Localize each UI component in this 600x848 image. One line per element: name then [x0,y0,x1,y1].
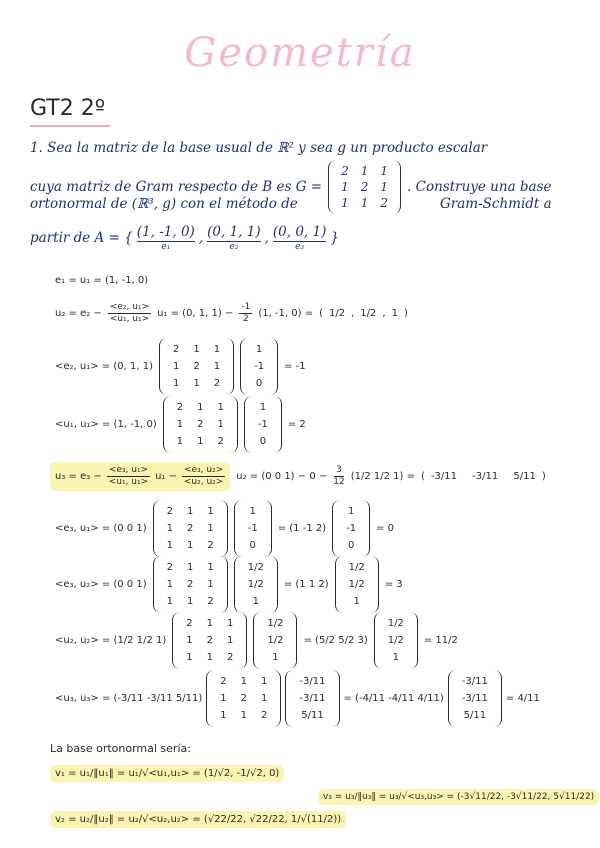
matrix-cell: 2 [186,523,194,534]
gram-matrix [328,160,401,214]
matrix-cell: 1 [360,164,369,178]
matrix-cell: 2 [341,164,349,178]
matrix-cell: 1 [240,676,248,687]
column-vector: 1/2 1/2 1 [253,612,297,669]
matrix-cell: 1 [217,419,224,430]
column-vector: 1 -1 0 [234,500,272,557]
matrix-cell: 1 [240,710,248,721]
matrix-cell: 2 [186,579,194,590]
column-vector: -3/11 -3/11 5/11 [448,670,502,727]
matrix-cell: 1 [220,693,227,704]
step-u3u3: <u₃, u₃> = (-3/11 -3/11 5/11) 2 1 1 1 2 1 1 1 2 -3/11 -3/11 5/11 = (-4/11 -4/11 4/11) -3/11 -3/11 5/11 = 4/11 [55,670,540,727]
matrix-cell: 2 [193,361,200,372]
problem-line-4: partir de A = { (1, -1, 0) e₁ , (0, 1, 1) e₂ , (0, 0, 1) e₃ } [30,224,339,252]
step-u2u2: <u₂, u₂> = (1/2 1/2 1) 2 1 1 1 2 1 1 1 2 1/2 1/2 1 = (5/2 5/2 3) 1/2 1/2 1 = 11/2 [55,612,458,669]
matrix-cell: 1 [207,562,214,573]
matrix-cell: 2 [261,710,268,721]
gram-matrix-copy [206,670,281,727]
matrix-cell: 1 [341,196,349,210]
step-u2: u₂ = e₂ − $\frac{\text{<e₂, u₁>}}{\text{<u₁, u₁>}}$ u₁ = (0, 1, 1) − $\frac{-1}{2}$ (1, -1, 0) = ( 1/2 , 1/2 , 1 ) [55,302,408,324]
problem-line-2-text: cuya matriz de Gram respecto de B es G = [30,179,323,195]
matrix-cell: 1 [213,361,221,372]
matrix-cell: 1 [193,344,200,355]
matrix-cell: 1 [206,618,214,629]
result-v1: v₁ = u₁/‖u₁‖ = u₁/√<u₁,u₁> = (1/√2, -1/√2, 0) [50,768,284,779]
matrix-cell: 2 [207,540,214,551]
matrix-cell: 1 [166,579,173,590]
column-vector: 1/2 1/2 1 [374,612,418,669]
matrix-cell: 1 [220,710,227,721]
gram-matrix-copy [153,500,228,557]
result-heading: La base ortonormal sería: [50,742,191,755]
matrix-cell: 2 [380,196,389,210]
matrix-cell: 2 [217,436,224,447]
u3-highlight: u₃ = e₃ − $\frac{\text{<e₃, u₁>}}{\text{<u₁, u₁>}}$ u₁ − $\frac{\text{<e₃, u₂>}}{\text{<u₂, u₂>}}$ [50,462,230,491]
matrix-cell: 1 [207,523,214,534]
problem-line-3-tail: Gram-Schmidt a [440,196,552,212]
matrix-cell: 1 [227,618,234,629]
matrix-cell: 2 [172,344,180,355]
matrix-cell: 1 [176,419,184,430]
matrix-cell: 1 [197,402,204,413]
step-e3u2: <e₃, u₂> = (0 0 1) 2 1 1 1 2 1 1 1 2 1/2 1/2 1 = (1 1 2) 1/2 1/2 1 = 3 [55,556,403,613]
step-u3: u₃ = e₃ − $\frac{\text{<e₃, u₁>}}{\text{<u₁, u₁>}}$ u₁ − $\frac{\text{<e₃, u₂>}}{\text{<u₂, u₂>}}$ u₂ = (0 0 1) − 0 − $\frac{3}{12}$ (1/2 1/2 1) = ( -3/11 -3/11 5/11 ) [50,462,546,491]
matrix-cell: 1 [186,540,194,551]
matrix-cell: 2 [166,562,173,573]
result-v3: v₃ = u₃/‖u₃‖ = u₃/√<u₃,u₃> = (-3√11/22, -3√11/22, 5√11/22) [318,792,599,802]
matrix-cell: 2 [227,652,234,663]
matrix-cell: 1 [207,579,214,590]
matrix-cell: 1 [380,164,389,178]
matrix-cell: 1 [206,652,214,663]
problem-line-2-tail: . Construye una base [407,179,552,195]
vector-e3: (0, 0, 1) e₃ [272,224,327,252]
matrix-cell: 1 [213,344,221,355]
matrix-cell: 1 [186,596,194,607]
matrix-cell: 1 [166,596,173,607]
problem-line-4-text: partir de A = { [30,230,133,246]
matrix-cell: 1 [261,693,268,704]
matrix-cell: 1 [166,540,173,551]
matrix-cell: 1 [172,361,180,372]
matrix-cell: 1 [193,378,200,389]
matrix-cell: 2 [186,618,193,629]
matrix-cell: 1 [186,635,193,646]
step-u1u1: <u₁, u₁> = (1, -1, 0) 2 1 1 1 2 1 1 1 2 1 -1 0 = 2 [55,396,306,453]
matrix-cell: 1 [186,652,193,663]
matrix-cell: 1 [172,378,180,389]
matrix-cell: 1 [197,436,204,447]
problem-line-1: 1. Sea la matriz de la base usual de ℝ² y sea g un producto escalar [30,140,488,156]
column-vector: 1 -1 0 [244,396,282,453]
gram-matrix-copy [172,612,247,669]
matrix-cell: 2 [197,419,204,430]
matrix-cell: 1 [166,523,173,534]
matrix-cell: 1 [341,180,349,194]
column-vector: 1/2 1/2 1 [234,556,278,613]
matrix-cell: 1 [186,506,194,517]
section-underline [30,125,110,127]
matrix-cell: 2 [240,693,248,704]
gram-matrix-copy [159,338,234,395]
matrix-cell: 2 [220,676,227,687]
matrix-cell: 1 [380,180,389,194]
step-e3u1: <e₃, u₁> = (0 0 1) 2 1 1 1 2 1 1 1 2 1 -1 0 = (1 -1 2) 1 -1 0 = 0 [55,500,394,557]
gram-matrix-copy [163,396,238,453]
matrix-cell: 2 [166,506,173,517]
gram-matrix-copy [153,556,228,613]
column-vector: 1 -1 0 [240,338,278,395]
matrix-cell: 1 [227,635,234,646]
result-v2: v₂ = u₂/‖u₂‖ = u₂/√<u₂,u₂> = (√22/22, √22/22, 1/√(11/2)) [50,814,346,825]
matrix-cell: 1 [207,506,214,517]
vector-e1: (1, -1, 0) e₁ [136,224,195,252]
matrix-cell: 2 [207,596,214,607]
vector-e2: (0, 1, 1) e₂ [207,224,261,252]
step-e2u1: <e₂, u₁> = (0, 1, 1) 2 1 1 1 2 1 1 1 2 1 -1 0 = -1 [55,338,306,395]
matrix-cell: 1 [176,436,184,447]
matrix-cell: 2 [206,635,214,646]
column-vector: -3/11 -3/11 5/11 [285,670,339,727]
matrix-cell: 2 [213,378,221,389]
section-heading: GT2 2º [30,96,106,121]
matrix-cell: 1 [261,676,268,687]
matrix-cell: 2 [360,180,369,194]
matrix-cell: 1 [186,562,194,573]
column-vector: 1 -1 0 [332,500,370,557]
matrix-cell: 1 [217,402,224,413]
page-title: Geometría [184,30,416,76]
step-u1: e₁ = u₁ = (1, -1, 0) [55,275,149,286]
matrix-cell: 2 [176,402,184,413]
column-vector: 1/2 1/2 1 [335,556,379,613]
matrix-cell: 1 [360,196,369,210]
problem-line-3: ortonormal de (ℝ³, g) con el método de [30,196,298,212]
